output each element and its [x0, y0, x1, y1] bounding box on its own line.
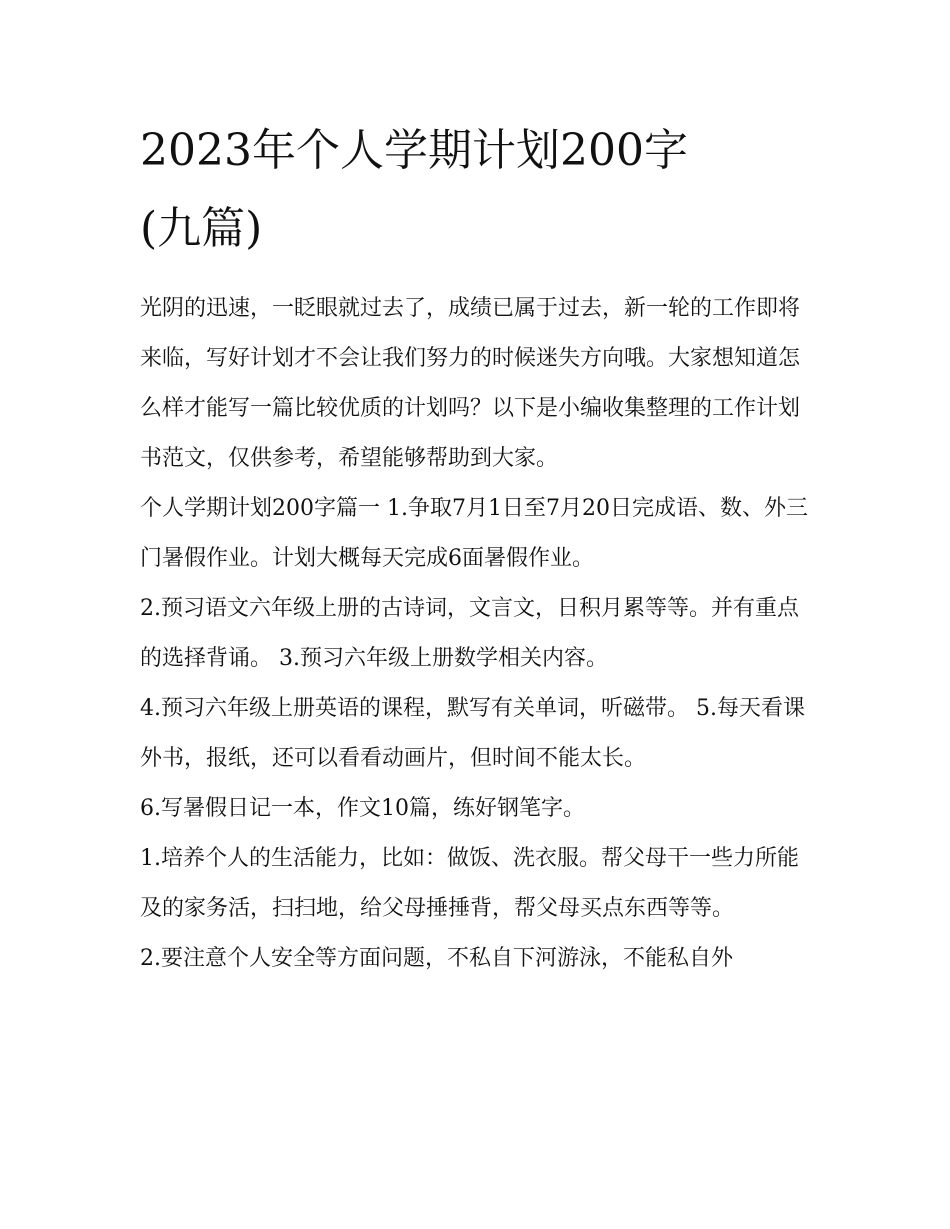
- title-line-2: (九篇): [140, 203, 263, 254]
- body-paragraph: 2.预习语文六年级上册的古诗词，文言文，日积月累等等。并有重点的选择背诵。 3.预习六年级上册数学相关内容。: [140, 596, 799, 671]
- body-paragraph: 个人学期计划200字篇一 1.争取7月1日至7月20日完成语、数、外三门暑假作业。计划大概每天完成6面暑假作业。: [140, 496, 808, 571]
- body-paragraph: 6.写暑假日记一本，作文10篇，练好钢笔字。: [140, 796, 585, 821]
- document-title: [140, 112, 812, 268]
- body-paragraph: 2.要注意个人安全等方面问题，不私自下河游泳，不能私自外: [140, 946, 733, 971]
- title-line-1: 2023年个人学期计划200字: [140, 125, 688, 176]
- document-page: [140, 112, 812, 984]
- intro-paragraph: 光阴的迅速，一眨眼就过去了，成绩已属于过去，新一轮的工作即将来临，写好计划才不会让我们努力的时候迷失方向哦。大家想知道怎么样才能写一篇比较优质的计划吗？以下是小编收集整理的工作计划书范文，仅供参考，希望能够帮助到大家。: [140, 296, 801, 471]
- body-paragraph: 4.预习六年级上册英语的课程，默写有关单词，听磁带。 5.每天看课外书，报纸，还可以看看动画片，但时间不能太长。: [140, 696, 805, 771]
- body-paragraph: 1.培养个人的生活能力，比如：做饭、洗衣服。帮父母干一些力所能及的家务活，扫扫地，给父母捶捶背，帮父母买点东西等等。: [140, 846, 799, 921]
